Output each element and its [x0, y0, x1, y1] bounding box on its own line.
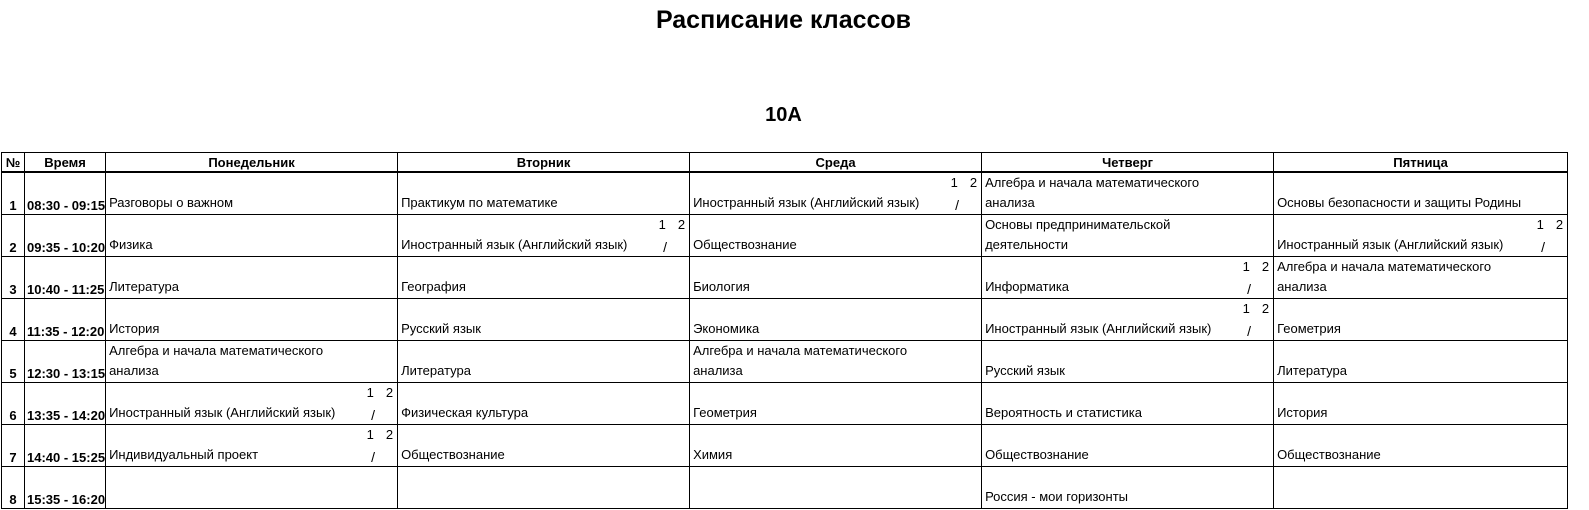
lesson-cell	[982, 425, 1274, 467]
subject-name: Литература	[1277, 363, 1347, 378]
group-numbers	[939, 176, 977, 189]
group-separator: /	[663, 239, 668, 255]
lesson-cell	[690, 215, 982, 257]
group-numbers	[355, 428, 393, 441]
lesson-cell	[398, 257, 690, 299]
header-number: №	[2, 153, 25, 173]
lesson-time: 13:35 - 14:20	[25, 383, 106, 425]
lesson-cell	[106, 425, 398, 467]
lesson-cell	[690, 172, 982, 215]
lesson-cell	[106, 467, 398, 509]
lesson-cell	[106, 172, 398, 215]
group-separator: /	[1247, 323, 1252, 339]
lesson-cell	[106, 383, 398, 425]
lesson-cell	[690, 257, 982, 299]
subject-name: Обществознание	[693, 237, 797, 252]
lesson-cell	[982, 299, 1274, 341]
subject-name: Обществознание	[401, 447, 505, 462]
subject-name: История	[109, 321, 160, 336]
subject-name: Обществознание	[1277, 447, 1381, 462]
group-numbers	[355, 386, 393, 399]
subject-name: Информатика	[985, 279, 1070, 294]
group-number: 2	[1261, 259, 1270, 274]
class-name: 10А	[765, 104, 802, 126]
subject-name: Алгебра и начала математического анализа	[985, 175, 1200, 210]
header-tuesday: Вторник	[398, 153, 690, 173]
subject-name: Иностранный язык (Английский язык)	[985, 321, 1212, 336]
lesson-cell	[398, 425, 690, 467]
group-numbers	[647, 218, 685, 231]
lesson-number: 3	[2, 257, 25, 299]
subject-name: Литература	[401, 363, 471, 378]
lesson-cell	[982, 467, 1274, 509]
lesson-cell	[398, 341, 690, 383]
group-separator: /	[371, 449, 376, 465]
lesson-cell	[982, 341, 1274, 383]
subject-name: Практикум по математике	[401, 195, 558, 210]
lesson-cell	[398, 172, 690, 215]
table-row	[2, 383, 1568, 425]
subject-name: Иностранный язык (Английский язык)	[693, 195, 920, 210]
lesson-cell	[690, 299, 982, 341]
group-number: 2	[385, 385, 394, 400]
lesson-time: 11:35 - 12:20	[25, 299, 106, 341]
group-number: 1	[1536, 217, 1544, 232]
subject-name: Физическая культура	[401, 405, 529, 420]
group-number: 1	[1242, 259, 1250, 274]
subject-name: Биология	[693, 279, 750, 294]
group-number: 1	[366, 385, 374, 400]
subject-name: Алгебра и начала математического анализа	[109, 343, 324, 378]
table-row	[2, 172, 1568, 215]
lesson-number: 6	[2, 383, 25, 425]
subject-name: География	[401, 279, 466, 294]
lesson-cell	[398, 383, 690, 425]
lesson-cell	[1274, 257, 1568, 299]
group-separator: /	[1541, 239, 1546, 255]
lesson-cell	[690, 383, 982, 425]
lesson-number: 5	[2, 341, 25, 383]
subject-name: Геометрия	[693, 405, 757, 420]
lesson-cell	[1274, 467, 1568, 509]
group-number: 2	[385, 427, 394, 442]
subject-name: Иностранный язык (Английский язык)	[109, 405, 336, 420]
subject-name: Обществознание	[985, 447, 1089, 462]
lesson-number: 2	[2, 215, 25, 257]
lesson-time: 14:40 - 15:25	[25, 425, 106, 467]
header-monday: Понедельник	[106, 153, 398, 173]
table-row	[2, 215, 1568, 257]
subject-name: Литература	[109, 279, 179, 294]
lesson-cell	[982, 383, 1274, 425]
subject-name: Русский язык	[401, 321, 481, 336]
group-number: 1	[950, 175, 958, 190]
subject-name: Алгебра и начала математического анализа	[1277, 259, 1492, 294]
group-separator: /	[371, 407, 376, 423]
group-number: 1	[366, 427, 374, 442]
lesson-cell	[106, 299, 398, 341]
group-numbers	[1525, 218, 1563, 231]
group-separator: /	[955, 197, 960, 213]
lesson-number: 4	[2, 299, 25, 341]
subject-name: Алгебра и начала математического анализа	[693, 343, 908, 378]
group-separator: /	[1247, 281, 1252, 297]
header-wednesday: Среда	[690, 153, 982, 173]
group-number: 1	[658, 217, 666, 232]
schedule-body	[2, 172, 1568, 509]
subject-name: Экономика	[693, 321, 760, 336]
subject-name: Русский язык	[985, 363, 1065, 378]
subject-name: Основы безопасности и защиты Родины	[1277, 195, 1522, 210]
table-row	[2, 299, 1568, 341]
lesson-number: 1	[2, 172, 25, 215]
lesson-number: 8	[2, 467, 25, 509]
lesson-number: 7	[2, 425, 25, 467]
subject-name: История	[1277, 405, 1328, 420]
lesson-time: 10:40 - 11:25	[25, 257, 106, 299]
schedule-table	[1, 152, 1568, 509]
lesson-cell	[398, 299, 690, 341]
lesson-cell	[690, 467, 982, 509]
header-thursday: Четверг	[982, 153, 1274, 173]
lesson-cell	[1274, 383, 1568, 425]
table-row	[2, 341, 1568, 383]
group-numbers	[1231, 302, 1269, 315]
subject-name: Иностранный язык (Английский язык)	[1277, 237, 1504, 252]
lesson-cell	[1274, 172, 1568, 215]
lesson-cell	[1274, 425, 1568, 467]
lesson-cell	[398, 467, 690, 509]
group-number: 2	[677, 217, 686, 232]
table-row	[2, 425, 1568, 467]
lesson-cell	[1274, 215, 1568, 257]
lesson-cell	[1274, 299, 1568, 341]
lesson-cell	[106, 257, 398, 299]
lesson-time: 15:35 - 16:20	[25, 467, 106, 509]
group-numbers	[1231, 260, 1269, 273]
lesson-cell	[982, 257, 1274, 299]
subject-name: Геометрия	[1277, 321, 1341, 336]
lesson-time: 12:30 - 13:15	[25, 341, 106, 383]
header-friday: Пятница	[1274, 153, 1568, 173]
lesson-cell	[398, 215, 690, 257]
table-row	[2, 257, 1568, 299]
subject-name: Основы предпринимательской деятельности	[985, 217, 1171, 252]
subject-name: Россия - мои горизонты	[985, 489, 1128, 504]
subject-name: Иностранный язык (Английский язык)	[401, 237, 628, 252]
subject-name: Физика	[109, 237, 153, 252]
table-row	[2, 467, 1568, 509]
subject-name: Разговоры о важном	[109, 195, 234, 210]
group-number: 2	[1555, 217, 1564, 232]
subject-name: Индивидуальный проект	[109, 447, 259, 462]
lesson-cell	[690, 341, 982, 383]
group-number: 2	[969, 175, 978, 190]
page-title: Расписание классов	[655, 6, 912, 34]
lesson-cell	[690, 425, 982, 467]
lesson-time: 08:30 - 09:15	[25, 172, 106, 215]
lesson-cell	[106, 341, 398, 383]
header-row	[2, 153, 1568, 173]
lesson-cell	[1274, 341, 1568, 383]
group-number: 2	[1261, 301, 1270, 316]
subject-name: Вероятность и статистика	[985, 405, 1142, 420]
subject-name: Химия	[693, 447, 733, 462]
lesson-cell	[982, 215, 1274, 257]
lesson-cell	[982, 172, 1274, 215]
lesson-time: 09:35 - 10:20	[25, 215, 106, 257]
group-number: 1	[1242, 301, 1250, 316]
lesson-cell	[106, 215, 398, 257]
header-time: Время	[25, 153, 106, 173]
